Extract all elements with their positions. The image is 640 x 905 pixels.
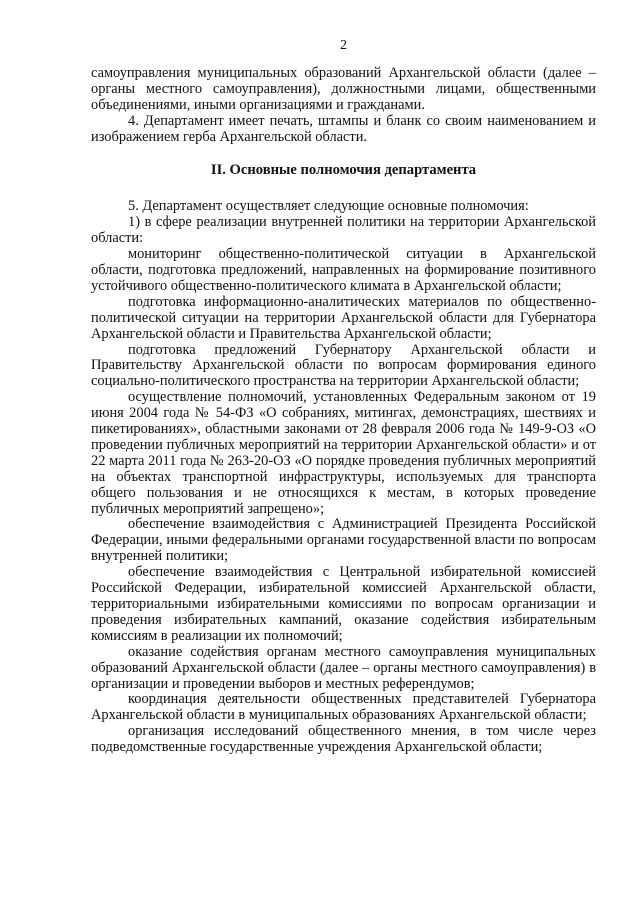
document-page [91, 38, 596, 756]
paragraph-monitoring: мониторинг общественно-политической ситуации в Архангельской области, подготовка предложений, направленных на формирование позитивного устойчивого общественно-политического климата в Архангельской области; [91, 246, 596, 294]
paragraph-election-commissions: обеспечение взаимодействия с Центральной избирательной комиссией Российской Федерации, избирательной комиссией Архангельской области, территориальными избирательными комиссиями по вопросам организации и проведения избирательных кампаний, оказание содействия избирательным комиссиям в реализации их полномочий; [91, 564, 596, 644]
section-heading: II. Основные полномочия департамента [210, 162, 477, 179]
paragraph-opinion-research: организация исследований общественного мнения, в том числе через подведомственные государственные учреждения Архангельской области; [91, 723, 596, 756]
page-number: 2 [340, 38, 347, 53]
paragraph-presidential-administration: обеспечение взаимодействия с Администрацией Президента Российской Федерации, иными федеральными органами государственной власти по вопросам внутренней политики; [91, 516, 596, 565]
paragraph-public-representatives: координация деятельности общественных представителей Губернатора Архангельской области в муниципальных образованиях Архангельской области; [91, 691, 596, 724]
paragraph-analytics: подготовка информационно-аналитических материалов по общественно-политической ситуации на территории Архангельской области для Губернатора Архангельской области и Правительства Архангельской области; [91, 293, 596, 342]
paragraph-item-4: 4. Департамент имеет печать, штампы и бланк со своим наименованием и изображением герба Архангельской области. [91, 112, 596, 145]
paragraph-subitem-1: 1) в сфере реализации внутренней политики на территории Архангельской области: [91, 214, 596, 247]
paragraph-item-5: 5. Департамент осуществляет следующие основные полномочия: [128, 198, 529, 215]
paragraph-proposals: подготовка предложений Губернатору Архангельской области и Правительству Архангельской области по вопросам формирования единого социально-политического пространства на территории Архангельской области; [91, 341, 596, 390]
paragraph-public-events: осуществление полномочий, установленных Федеральным законом от 19 июня 2004 года № 54-ФЗ «О собраниях, митингах, демонстрациях, шествиях и пикетированиях», областными законами от 28 февраля 2006 года № 149-9-ОЗ «О проведении публичных мероприятий на территории Архангельской области» и от 22 марта 2011 года № 263-20-ОЗ «О порядке проведения публичных мероприятий на объектах транспортной инфраструктуры, используемых для транспорта общего пользования и не относящихся к местам, в которых проведение публичных мероприятий запрещено»; [91, 389, 596, 517]
paragraph-local-self-government: оказание содействия органам местного самоуправления муниципальных образований Архангельской области (далее – органы местного самоуправления) в организации и проведении выборов и местных референдумов; [91, 643, 596, 692]
paragraph-continuation: самоуправления муниципальных образований Архангельской области (далее – органы местного самоуправления), должностными лицами, общественными объединениями, иными организациями и гражданами. [91, 64, 596, 113]
